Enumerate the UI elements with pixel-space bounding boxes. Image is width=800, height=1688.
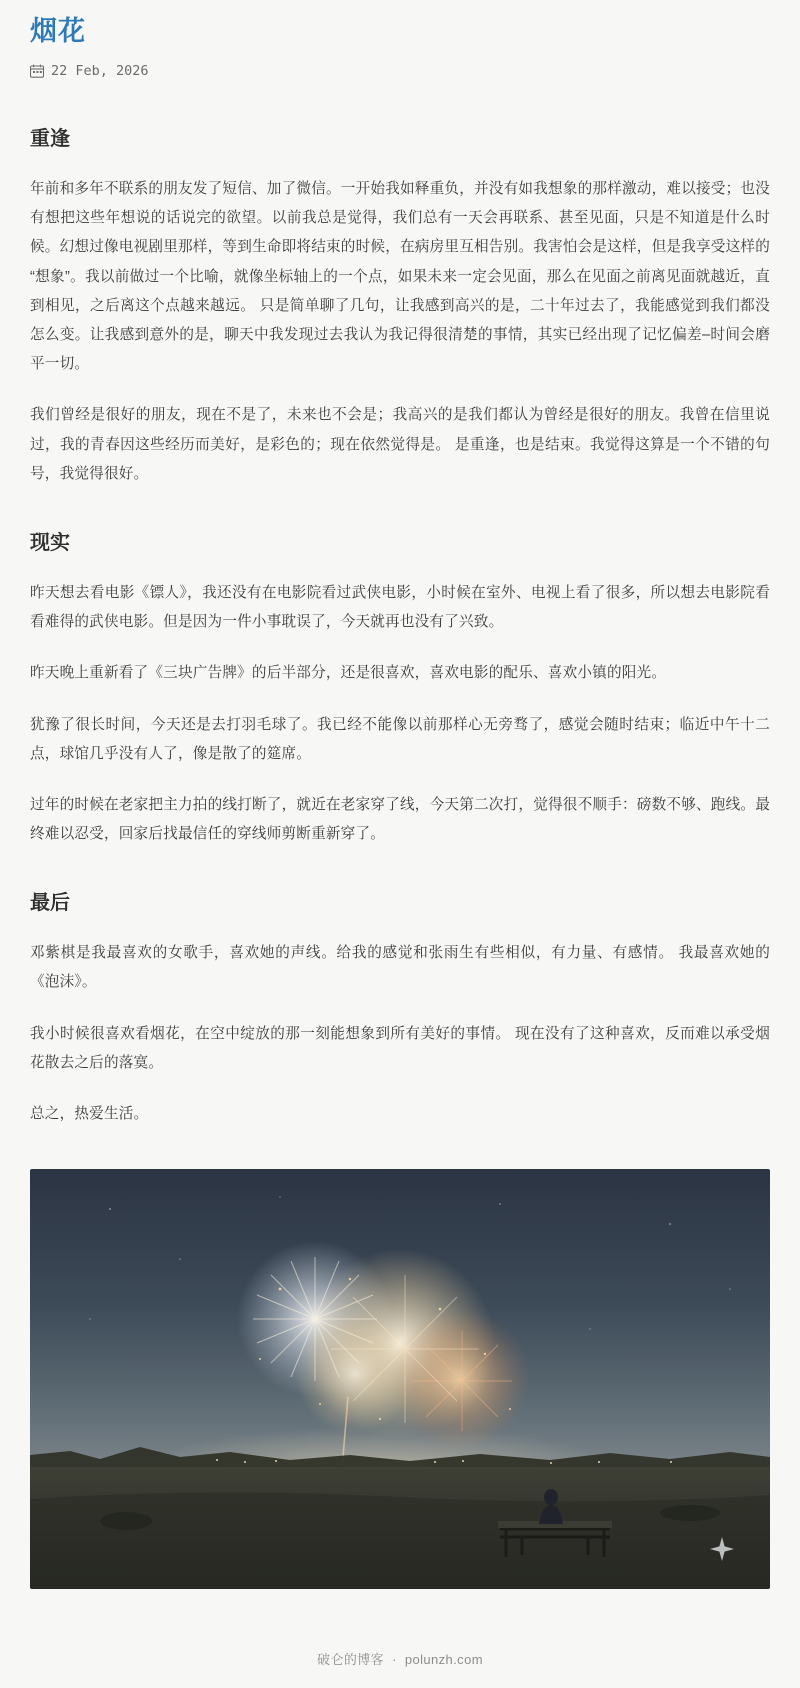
section-1-paragraph-1: 年前和多年不联系的朋友发了短信、加了微信。一开始我如释重负，并没有如我想象的那样激动，难以接受；也没有想把这些年想说的话说完的欲望。以前我总是觉得，我们总有一天会再联系、甚至见面，只是不知道是什么时候。幻想过像电视剧里那样，等到生命即将结束的时候，在病房里互相告别。我害怕会是这样，但是我享受这样的“想象”。我以前做过一个比喻，就像坐标轴上的一个点，如果未来一定会见面，那么在见面之前离见面就越近，直到相见，之后离这个点越来越远。 只是简单聊了几句，让我感到高兴的是，二十年过去了，我能感觉到我们都没怎么变。让我感到意外的是，聊天中我发现过去我认为我记得很清楚的事情，其实已经出现了记忆偏差–时间会磨平一切。 bbox=[30, 181, 770, 373]
post-date-text: 22 Feb, 2026 bbox=[51, 63, 149, 80]
site-footer bbox=[30, 1627, 770, 1688]
section-heading-3: 最后 bbox=[30, 892, 70, 915]
footer-site-name: 破仑的博客 bbox=[317, 1652, 385, 1668]
post-date-meta bbox=[30, 63, 770, 79]
section-3-paragraph-1: 邓紫棋是我最喜欢的女歌手，喜欢她的声线。给我的感觉和张雨生有些相似，有力量、有感情。 我最喜欢她的《泡沫》。 bbox=[30, 945, 770, 991]
section-2-paragraph-2: 昨天晚上重新看了《三块广告牌》的后半部分，还是很喜欢，喜欢电影的配乐、喜欢小镇的阳光。 bbox=[30, 665, 667, 682]
section-3-paragraph-3: 总之，热爱生活。 bbox=[30, 1106, 149, 1123]
section-2-paragraph-3: 犹豫了很长时间，今天还是去打羽毛球了。我已经不能像以前那样心无旁骛了，感觉会随时结束；临近中午十二点，球馆几乎没有人了，像是散了的筵席。 bbox=[30, 716, 770, 762]
section-heading-1: 重逢 bbox=[30, 128, 70, 151]
section-heading-2: 现实 bbox=[30, 531, 70, 554]
post-image bbox=[30, 1169, 770, 1589]
section-2-paragraph-1: 昨天想去看电影《镖人》，我还没有在电影院看过武侠电影，小时候在室外、电视上看了很多，所以想去电影院看看难得的武侠电影。但是因为一件小事耽误了，今天就再也没有了兴致。 bbox=[30, 584, 770, 631]
section-2-paragraph-4: 过年的时候在老家把主力拍的线打断了，就近在老家穿了线，今天第二次打，觉得很不顺手：磅数不够、跑线。最终难以忍受，回家后找最信任的穿线师剪断重新穿了。 bbox=[30, 796, 770, 843]
sparkle-icon bbox=[708, 1535, 736, 1563]
page-title: 烟花 bbox=[30, 16, 86, 46]
footer-separator: · bbox=[392, 1652, 397, 1668]
section-3-paragraph-2: 我小时候很喜欢看烟花，在空中绽放的那一刻能想象到所有美好的事情。 现在没有了这种喜欢，反而难以承受烟花散去之后的落寞。 bbox=[30, 1025, 770, 1071]
section-1-paragraph-2: 我们曾经是很好的朋友，现在不是了，未来也不会是；我高兴的是我们都认为曾经是很好的朋友。我曾在信里说过，我的青春因这些经历而美好，是彩色的；现在依然觉得是。 是重逢，也是结束。我觉得这算是一个不错的句号，我觉得很好。 bbox=[30, 407, 770, 482]
footer-domain[interactable]: polunzh.com bbox=[404, 1652, 483, 1668]
calendar-icon bbox=[30, 64, 44, 78]
